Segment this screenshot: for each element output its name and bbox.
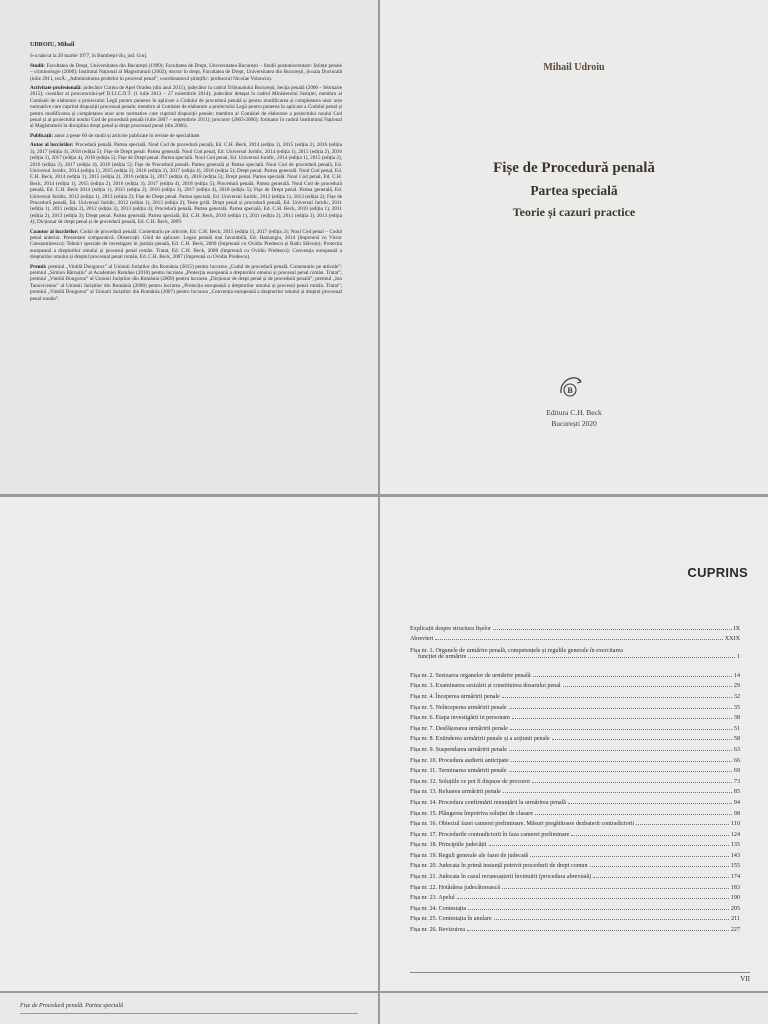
running-header: Fișe de Procedură penală. Partea specială xyxy=(20,1003,124,1009)
toc-entry-title: Fișa nr. 24. Contestația xyxy=(410,905,467,912)
toc-leader xyxy=(468,657,735,658)
toc-entry-page: 190 xyxy=(730,895,740,902)
toc-leader xyxy=(509,708,732,709)
toc-entry-title: Fișa nr. 18. Principiile judecății xyxy=(410,842,487,849)
toc-entry-page: 174 xyxy=(730,874,740,881)
toc-leader xyxy=(510,729,732,730)
toc-leader xyxy=(535,814,732,815)
toc-leader xyxy=(493,629,732,630)
author-bio xyxy=(30,42,342,305)
toc-entry-page: 29 xyxy=(733,683,740,690)
toc-entry[interactable] xyxy=(410,753,740,764)
bio-coauthor: Coautor al lucrărilor: Codul de procedură penală. Comentariu pe articole, Ed. C.H. Beck, 2015 (ediția 1), 2017 (ediția 2); Noul Cod penal – Codul penal anterior. Prezentare comparativă. Observații. Ghid de aplicare. Legea penală mai favorabilă, Ed. Hamangiu, 2014 (împreună cu Victor Constantinescu); Tehnici speciale de investigare în justiția penală, Ed. C.H. Beck, 2009 (împreună cu Ovidiu Predescu și Radu Slăvoiu); Protecția europeană a drepturilor omului și procesul penal român. Tratat, Ed. C.H. Beck, 2008 (împreună cu Ovidiu Predescu); Convenția europeană a drepturilor omului și dreptul procesual penal român, Ed. C.H. Beck, 2007 (împreună cu Ovidiu Predescu). xyxy=(30,228,343,261)
toc-entry-title-cont: funcției de urmărire xyxy=(418,654,467,661)
publisher-logo-letter: B xyxy=(567,386,573,396)
toc-list xyxy=(410,621,740,933)
toc-entry[interactable] xyxy=(410,732,740,743)
toc-leader xyxy=(563,686,732,687)
bio-studies: Studii: Facultatea de Drept, Universitatea din București (1999); Facultatea de Drept, Universitatea București – Studii postuniversitare: Științe penale – criminologie (2000); Institutul Național al Magistraturii (2002); doctor în drept, Facultatea de Drept, Universitatea din București, Școala Doctorală (iulie 2011, tezĂ: „Administrarea probelor în procesul penal”, coordonatorul științific: profesorul Nicolae Volonciu). xyxy=(30,62,343,82)
toc-leader xyxy=(502,697,732,698)
toc-entry-title: Abrevieri xyxy=(410,636,434,643)
toc-entry-page: 38 xyxy=(733,715,740,722)
toc-entry-page: 63 xyxy=(733,746,740,753)
toc-entry-title: Fișa nr. 2. Sesizarea organelor de urmărire penală xyxy=(410,672,531,679)
toc-entry-page: 205 xyxy=(730,905,740,912)
toc-entry-page: 35 xyxy=(733,704,740,711)
toc-leader xyxy=(568,803,732,804)
toc-entry[interactable] xyxy=(410,711,740,722)
toc-entry[interactable] xyxy=(410,774,740,785)
page-number: VII xyxy=(740,975,750,983)
toc-entry[interactable] xyxy=(410,912,740,923)
toc-entry[interactable] xyxy=(410,806,740,817)
book-subtitle: Partea specială xyxy=(530,183,618,198)
toc-entry[interactable] xyxy=(410,632,740,643)
toc-entry-page: 58 xyxy=(733,736,740,743)
toc-entry-title: Fișa nr. 19. Reguli generale ale fazei de judecată xyxy=(410,852,529,859)
toc-entry[interactable] xyxy=(410,648,740,668)
header-rule xyxy=(20,1013,358,1014)
toc-leader xyxy=(467,930,729,931)
toc-leader xyxy=(552,739,732,740)
toc-entry-title: Fișa nr. 22. Hotărârea judecătorească xyxy=(410,884,501,891)
toc-leader xyxy=(435,639,722,640)
toc-leader xyxy=(571,835,728,836)
toc-entry-page: 73 xyxy=(733,778,740,785)
toc-leader xyxy=(533,676,732,677)
toc-entry-page: 98 xyxy=(733,810,740,817)
toc-leader xyxy=(636,824,729,825)
toc-entry-title: Fișa nr. 8. Extinderea urmăririi penale și a acțiunii penale xyxy=(410,736,550,743)
toc-entry-page: 143 xyxy=(730,852,740,859)
toc-entry-title: Fișa nr. 26. Revizuirea xyxy=(410,927,466,934)
toc-entry[interactable] xyxy=(410,621,740,632)
toc-entry-title: Fișa nr. 20. Judecata în primă instanță potrivit procedurii de drept comun xyxy=(410,863,588,870)
title-page-author: Mihail Udroiu xyxy=(543,62,605,73)
toc-entry-title: Fișa nr. 11. Terminarea urmăririi penale xyxy=(410,768,507,775)
toc-entry-title: Fișa nr. 1. Organele de urmărire penală, competențele și regulile generale în exercitarea xyxy=(410,648,623,655)
toc-entry-title: Fișa nr. 23. Apelul xyxy=(410,895,455,902)
toc-entry-title: Fișa nr. 16. Obiectul fazei camerei preliminare. Măsuri pregătitoare dezbaterii contradictorii xyxy=(410,821,635,828)
toc-leader xyxy=(468,909,729,910)
bio-author-of: Autor al lucrărilor: Procedură penală. Partea specială. Noul Cod de procedură penală, Ed. C.H. Beck, 2014 (ediția 1), 2015 (ediția 2), 2016 (ediția 3), 2017 (ediția 4), 2018 (ediția 5); Fișe de Drept penal. Partea generală. Noul Cod penal, Ed. Universul Juridic, 2014 (ediția 1), 2015 (ediția 2), 2016 (ediția 3), 2017 (ediția 4), 2018 (ediția 5); Fișe de Drept penal. Partea specială. Noul Cod penal, Ed. Universul Juridic, 2014 (ediția 1), 2015 (ediția 2), 2016 (ediția 3), 2017 (ediția 4), 2018 (ediția 5); Fișe de Procedură penală. Partea generală și Partea specială. Noul Cod de procedură penală, Ed. Universul Juridic, 2014 (ediția 1), 2015 (ediția 2), 2016 (ediția 3), 2017 (ediția 4), 2018 (ediția 5); Drept penal. Partea generală. Noul Cod penal, Ed. C.H. Beck, 2014 (ediția 1), 2015 (ediția 2), 2016 (ediția 3), 2017 (ediția 4), 2018 (ediția 5); Drept penal. Partea specială. Noul Cod penal, Ed. C.H. Beck, 2014 (ediția 1), 2015 (ediția 2), 2016 (ediția 3), 2017 (ediția 4), 2018 (ediția 5); Procedură penală. Partea generală. Noul Cod de procedură penală, Ed. C.H. Beck 2014 (ediția 1), 2015 (ediția 2), 2016 (ediția 3), 2017 (ediția 4), 2018 (ediția 5); Fișe de Drept penal. Partea generală, Ed. Universul Juridic, 2012 (ediția 1), 2013 (ediția 2); Fișe de Drept penal. Partea specială, Ed. Universul Juridic, 2012 (ediția 1), 2013 (ediția 2); Fișe de Procedură penală, Ed. Universul Juridic, 2012 (ediția 1), 2013 (ediția 2); Teste grilă. Drept penal și procedură penală, Ed. Universul Juridic, 2011 (ediția 1), 2011 (ediția 2), 2012 (ediția 3), 2013 (ediția 4); Procedură penală. Partea generală. Partea specială, Ed. C.H. Beck, 2010 (ediția 1), 2011 (ediția 2), 2013 (ediția 3); Drept penal. Partea generală. Partea specială, Ed. C.H. Beck, 2010 (ediția 1), 2011 (ediția 2), 2011 (ediția 3), 2013 (ediția 4); Dicționar de drept penal și de procedură penală, Ed. C.H. Beck, 2009. xyxy=(30,142,342,226)
title-page xyxy=(380,0,768,494)
toc-entry-title: Fișa nr. 12. Soluțiile ce pot fi dispuse de procuror xyxy=(410,778,531,785)
toc-leader xyxy=(532,782,732,783)
toc-entry-page: 51 xyxy=(733,725,740,732)
toc-leader xyxy=(512,718,732,719)
bio-author-name: UDROIU, Mihail xyxy=(30,42,75,48)
toc-entry-page: IX xyxy=(733,625,740,632)
toc-entry-title: Fișa nr. 3. Examinarea sesizării și constituirea dosarului penal xyxy=(410,683,561,690)
toc-entry-page: 32 xyxy=(733,693,740,700)
publisher-city-year: București 2020 xyxy=(551,419,597,428)
table-of-contents-page xyxy=(380,497,768,991)
toc-entry-page: XXIX xyxy=(724,636,740,643)
toc-entry[interactable] xyxy=(410,668,740,679)
blank-page xyxy=(0,497,378,991)
toc-leader xyxy=(502,888,729,889)
toc-leader xyxy=(489,845,729,846)
toc-entry[interactable] xyxy=(410,764,740,775)
toc-entry[interactable] xyxy=(410,689,740,700)
toc-entry-title: Fișa nr. 25. Contestația în anulare xyxy=(410,916,492,923)
author-bio-page xyxy=(0,0,378,494)
toc-entry-title: Fișa nr. 13. Reluarea urmăririi penale xyxy=(410,789,501,796)
bio-publications: Publicații: autor a peste 60 de studii și articole publicate în reviste de specialitate. xyxy=(30,132,201,139)
toc-entry-title: Fișa nr. 7. Desfășurarea urmăririi penale xyxy=(410,725,508,732)
bio-activity: Activitate profesională: judecător Curtea de Apel Oradea (din anul 2015), judecător la cadrul Tribunalului București, Secția penală (2006 – februarie 2015); consilier al procurorului-șef D.I.I.C.O.T. (1 iulie 2013 – 27 noiembrie 2014); judecător detașat în cadrul Ministerului Justiției, membru al Comisiei de elaborare a proiectului Legii pentru punerea în aplicare a Codului de procedură penală și pentru modificarea și completarea unor acte normative care cuprind dispoziții procesual penale; membru al Comisiei de elaborare a proiectului Legii pentru punerea în aplicare a Codului penal și pentru modificarea și completarea unor acte normative care cuprind dispoziții penale; membru al Comisiei de elaborare a proiectului noului Cod penal și al proiectului noului Cod de procedură penală (iulie 2007 – septembrie 2011); procuror (2003-2006); formator în cadrul Institutului Național al Magistraturii la disciplina drept penal și drept procesual penal (din 2006). xyxy=(30,85,343,130)
toc-entry[interactable] xyxy=(410,901,740,912)
toc-entry[interactable] xyxy=(410,785,740,796)
toc-entry-page: 183 xyxy=(730,884,740,891)
book-subtitle-2: Teorie și cazuri practice xyxy=(512,205,636,219)
toc-entry-page: 155 xyxy=(730,863,740,870)
bio-born: S-a născut la 20 martie 1977, în Bumbești-Jiu, jud. Gorj. xyxy=(30,53,148,60)
toc-entry-title: Fișa nr. 10. Procedura audierii anticipate xyxy=(410,757,509,764)
toc-entry-title: Explicații despre structura fișelor xyxy=(410,625,492,632)
toc-entry[interactable] xyxy=(410,922,740,933)
toc-entry-title: Fișa nr. 21. Judecata în cazul recunoașterii învinuirii (procedura abreviată) xyxy=(410,874,592,881)
bio-awards: Premii: premiul „Vintilă Dongoroz” al Uniunii Juriștilor din România (2015) pentru lucrarea „Codul de procedură penală. Comentariu pe articole”; premiul „Simion Bărnuțiu” al Academiei Române (2010) pentru lucrarea „Protecția europeană a drepturilor omului și procesul penal român. Tratat”; premiul „Vintilă Dongoroz” al Uniunii Juriștilor din România (2009) pentru lucrarea „Dicționar de drept penal și de procedură penală”; premiul „Ion Tanoviceanu” al Uniunii Juriștilor din România (2008) pentru lucrarea „Protecția europeană a drepturilor omului și procesul penal român. Tratat”; premiul „Vintilă Dongoroz” al Uniunii Juriștilor din România (2007) pentru lucrarea „Convenția europeană a drepturilor omului și dreptul procesual penal român”. xyxy=(30,263,343,302)
toc-leader xyxy=(509,771,732,772)
toc-entry-title: Fișa nr. 14. Procedura confirmării renunțării la urmărirea penală xyxy=(410,799,567,806)
book-title: Fișe de Procedură penală xyxy=(493,160,655,176)
toc-entry-title: Fișa nr. 15. Plângerea împotriva soluției de clasare xyxy=(410,810,534,817)
toc-entry[interactable] xyxy=(410,817,740,828)
toc-entries xyxy=(410,668,740,933)
toc-entry[interactable] xyxy=(410,742,740,753)
toc-entry-title: Fișa nr. 6. Etapa investigării in personam xyxy=(410,715,510,722)
toc-entry-page: 85 xyxy=(733,789,740,796)
toc-entry-title: Fișa nr. 17. Procedurile contradictorii în faza camerei preliminare xyxy=(410,831,570,838)
toc-entry[interactable] xyxy=(410,880,740,891)
toc-entry[interactable] xyxy=(410,679,740,690)
toc-entry[interactable] xyxy=(410,700,740,711)
toc-entry-page: 94 xyxy=(733,799,740,806)
toc-entry[interactable] xyxy=(410,848,740,859)
toc-entry-continuation xyxy=(410,654,740,660)
toc-heading: CUPRINS xyxy=(687,565,748,580)
publisher-logo-icon xyxy=(558,373,584,399)
toc-leader xyxy=(593,877,729,878)
toc-leader xyxy=(511,761,732,762)
toc-leader xyxy=(503,792,732,793)
toc-entry[interactable] xyxy=(410,721,740,732)
toc-leader xyxy=(590,866,729,867)
toc-leader xyxy=(530,856,729,857)
toc-entry-page: 1 xyxy=(736,654,740,661)
toc-entry[interactable] xyxy=(410,795,740,806)
toc-entry-page: 69 xyxy=(733,768,740,775)
toc-entry-page: 124 xyxy=(730,831,740,838)
toc-entry-title: Fișa nr. 4. Începerea urmăririi penale xyxy=(410,693,500,700)
toc-leader xyxy=(494,919,729,920)
toc-entry[interactable] xyxy=(410,891,740,902)
toc-leader xyxy=(457,898,729,899)
next-page-partial xyxy=(0,993,378,1024)
toc-entry-page: 135 xyxy=(730,842,740,849)
toc-entry-title: Fișa nr. 9. Suspendarea urmăririi penale xyxy=(410,746,507,753)
toc-entry[interactable] xyxy=(410,838,740,849)
toc-entry-page: 110 xyxy=(731,821,740,828)
toc-entry-page: 14 xyxy=(733,672,740,679)
toc-entry-title: Fișa nr. 5. Neînceperea urmăririi penale xyxy=(410,704,507,711)
toc-entry[interactable] xyxy=(410,827,740,838)
footer-rule xyxy=(410,972,750,973)
toc-entry-page: 66 xyxy=(733,757,740,764)
next-page-partial-right xyxy=(380,993,768,1024)
toc-entry-page: 227 xyxy=(730,927,740,934)
publisher-name: Editura C.H. Beck xyxy=(546,408,602,417)
toc-leader xyxy=(509,750,732,751)
toc-entry-page: 211 xyxy=(731,916,740,923)
toc-entry[interactable] xyxy=(410,869,740,880)
toc-entry[interactable] xyxy=(410,859,740,870)
